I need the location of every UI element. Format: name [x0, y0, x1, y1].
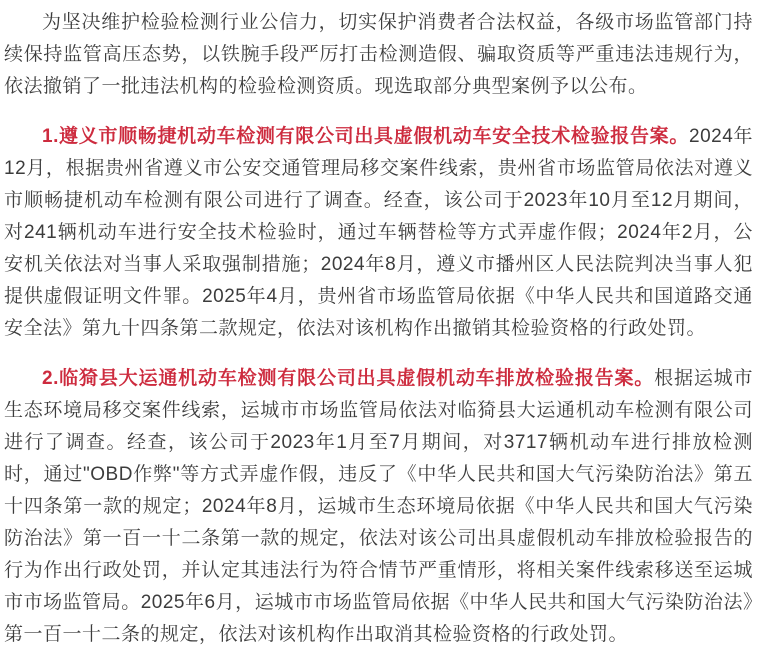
intro-paragraph: 为坚决维护检验检测行业公信力，切实保护消费者合法权益，各级市场监管部门持续保持监管高压态势，以铁腕手段严厉打击检测造假、骗取资质等严重违法违规行为，依法撤销了一批违法机构的检验检测资质。现选取部分典型案例予以公布。 [4, 12, 753, 97]
case-1-title: 1.遵义市顺畅捷机动车检测有限公司出具虚假机动车安全技术检验报告案。 [42, 126, 690, 147]
case-1-paragraph [4, 121, 753, 345]
case-2-body-text: 根据运城市生态环境局移交案件线索，运城市市场监管局依法对临猗县大运通机动车检测有限公司进行了调查。经查，该公司于2023年1月至7月期间，对3717辆机动车进行排放检测时，通过"OBD作弊"等方式弄虚作假，违反了《中华人民共和国大气污染防治法》第五十四条第一款的规定；2024年8月，运城市生态环境局依据《中华人民共和国大气污染防治法》第一百一十二条第一款的规定，依法对该公司出具虚假机动车排放检验报告的行为作出行政处罚，并认定其违法行为符合情节严重情形，将相关案件线索移送至运城市市场监管局。2025年6月，运城市市场监管局依据《中华人民共和国大气污染防治法》第一百一十二条的规定，依法对该机构作出取消其检验资格的行政处罚。 [4, 368, 753, 645]
case-2-paragraph [4, 363, 753, 651]
case-1-body-text: 2024年12月，根据贵州省遵义市公安交通管理局移交案件线索，贵州省市场监管局依法对遵义市顺畅捷机动车检测有限公司进行了调查。经查，该公司于2023年10月至12月期间，对241辆机动车进行安全技术检验时，通过车辆替检等方式弄虚作假；2024年2月，公安机关依法对当事人采取强制措施；2024年8月，遵义市播州区人民法院判决当事人犯提供虚假证明文件罪。2025年4月，贵州省市场监管局依据《中华人民共和国道路交通安全法》第九十四条第二款规定，依法对该机构作出撤销其检验资格的行政处罚。 [4, 126, 753, 339]
case-2-title: 2.临猗县大运通机动车检测有限公司出具虚假机动车排放检验报告案。 [42, 368, 655, 389]
